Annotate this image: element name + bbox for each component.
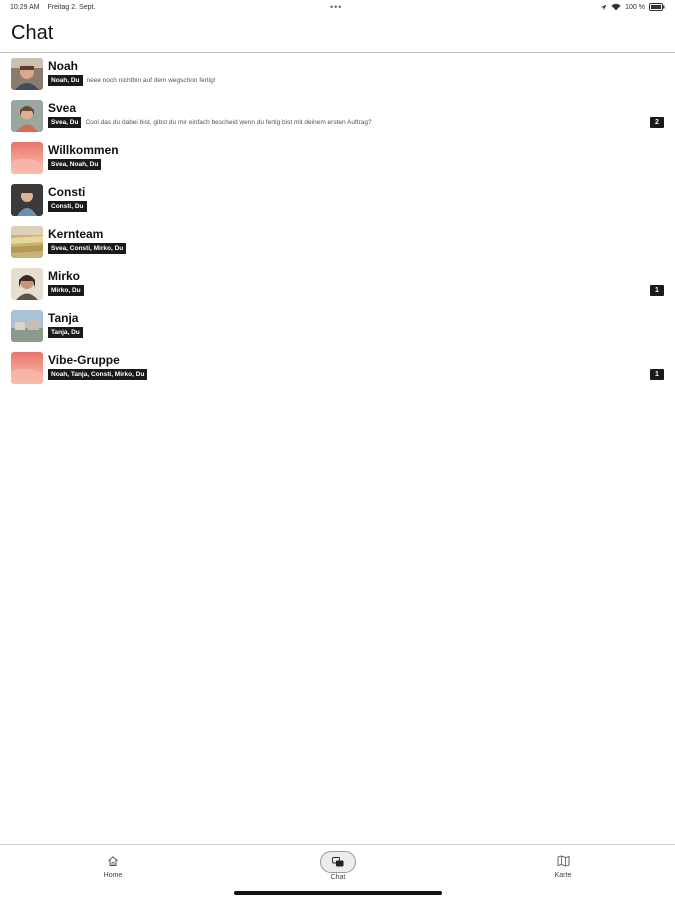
chat-name: Svea bbox=[48, 101, 77, 115]
chat-name: Willkommen bbox=[48, 143, 119, 157]
chat-list bbox=[0, 54, 675, 390]
avatar bbox=[11, 184, 43, 216]
unread-badge: 2 bbox=[650, 117, 664, 128]
chat-row-kernteam[interactable] bbox=[0, 222, 675, 264]
chat-meta bbox=[48, 243, 126, 254]
avatar bbox=[11, 58, 43, 90]
chat-name: Consti bbox=[48, 185, 86, 199]
last-message: neee noch nichtbin auf dem wegschon fertig! bbox=[86, 77, 216, 84]
status-bar bbox=[0, 0, 675, 16]
avatar bbox=[11, 268, 43, 300]
chat-meta bbox=[48, 285, 84, 296]
chat-name: Kernteam bbox=[48, 227, 104, 241]
chat-name: Tanja bbox=[48, 311, 79, 325]
chat-row-willkommen[interactable] bbox=[0, 138, 675, 180]
chat-meta bbox=[48, 327, 83, 338]
wifi-icon bbox=[611, 3, 621, 11]
avatar bbox=[11, 310, 43, 342]
chat-name: Vibe-Gruppe bbox=[48, 353, 120, 367]
chat-meta bbox=[48, 369, 147, 380]
status-time: 10:29 AM bbox=[10, 4, 40, 11]
chat-row-svea[interactable] bbox=[0, 96, 675, 138]
chat-meta bbox=[48, 201, 87, 212]
members-badge: Noah, Du bbox=[48, 75, 83, 86]
unread-badge: 1 bbox=[650, 285, 664, 296]
tab-label: Chat bbox=[330, 874, 346, 881]
chat-row-vibe-gruppe[interactable] bbox=[0, 348, 675, 390]
chat-row-tanja[interactable] bbox=[0, 306, 675, 348]
members-badge: Consti, Du bbox=[48, 201, 87, 212]
home-icon bbox=[83, 851, 143, 871]
members-badge: Noah, Tanja, Consti, Mirko, Du bbox=[48, 369, 147, 380]
tab-karte[interactable] bbox=[533, 851, 593, 879]
chat-name: Noah bbox=[48, 59, 78, 73]
status-date: Freitag 2. Sept. bbox=[47, 4, 96, 11]
chat-name: Mirko bbox=[48, 269, 81, 283]
chat-row-consti[interactable] bbox=[0, 180, 675, 222]
chat-row-mirko[interactable] bbox=[0, 264, 675, 306]
status-left bbox=[10, 4, 101, 11]
location-icon bbox=[600, 4, 607, 11]
chat-row-noah[interactable] bbox=[0, 54, 675, 96]
multitasking-dots[interactable]: ••• bbox=[330, 2, 343, 12]
avatar bbox=[11, 100, 43, 132]
header bbox=[0, 18, 675, 53]
avatar bbox=[11, 142, 43, 174]
avatar bbox=[11, 226, 43, 258]
tab-home[interactable] bbox=[83, 851, 143, 879]
members-badge: Svea, Consti, Mirko, Du bbox=[48, 243, 126, 254]
chat-meta bbox=[48, 75, 216, 86]
members-badge: Tanja, Du bbox=[48, 327, 83, 338]
home-indicator[interactable] bbox=[234, 891, 442, 895]
status-right bbox=[600, 3, 665, 11]
tab-label: Home bbox=[103, 872, 123, 879]
chat-icon bbox=[320, 851, 356, 873]
avatar bbox=[11, 352, 43, 384]
battery-icon bbox=[649, 3, 665, 11]
unread-badge: 1 bbox=[650, 369, 664, 380]
members-badge: Svea, Noah, Du bbox=[48, 159, 101, 170]
tab-chat[interactable] bbox=[308, 851, 368, 881]
battery-percent: 100 % bbox=[625, 3, 645, 11]
members-badge: Svea, Du bbox=[48, 117, 81, 128]
members-badge: Mirko, Du bbox=[48, 285, 84, 296]
chat-meta bbox=[48, 159, 101, 170]
chat-meta bbox=[48, 117, 372, 128]
page-title: Chat bbox=[11, 22, 54, 44]
last-message: Cool das du dabei bist, gibst du mir einfach bescheid wenn du fertig bist mit deinem ersten Auftrag? bbox=[85, 119, 372, 126]
tab-label: Karte bbox=[554, 872, 572, 879]
map-icon bbox=[533, 851, 593, 871]
